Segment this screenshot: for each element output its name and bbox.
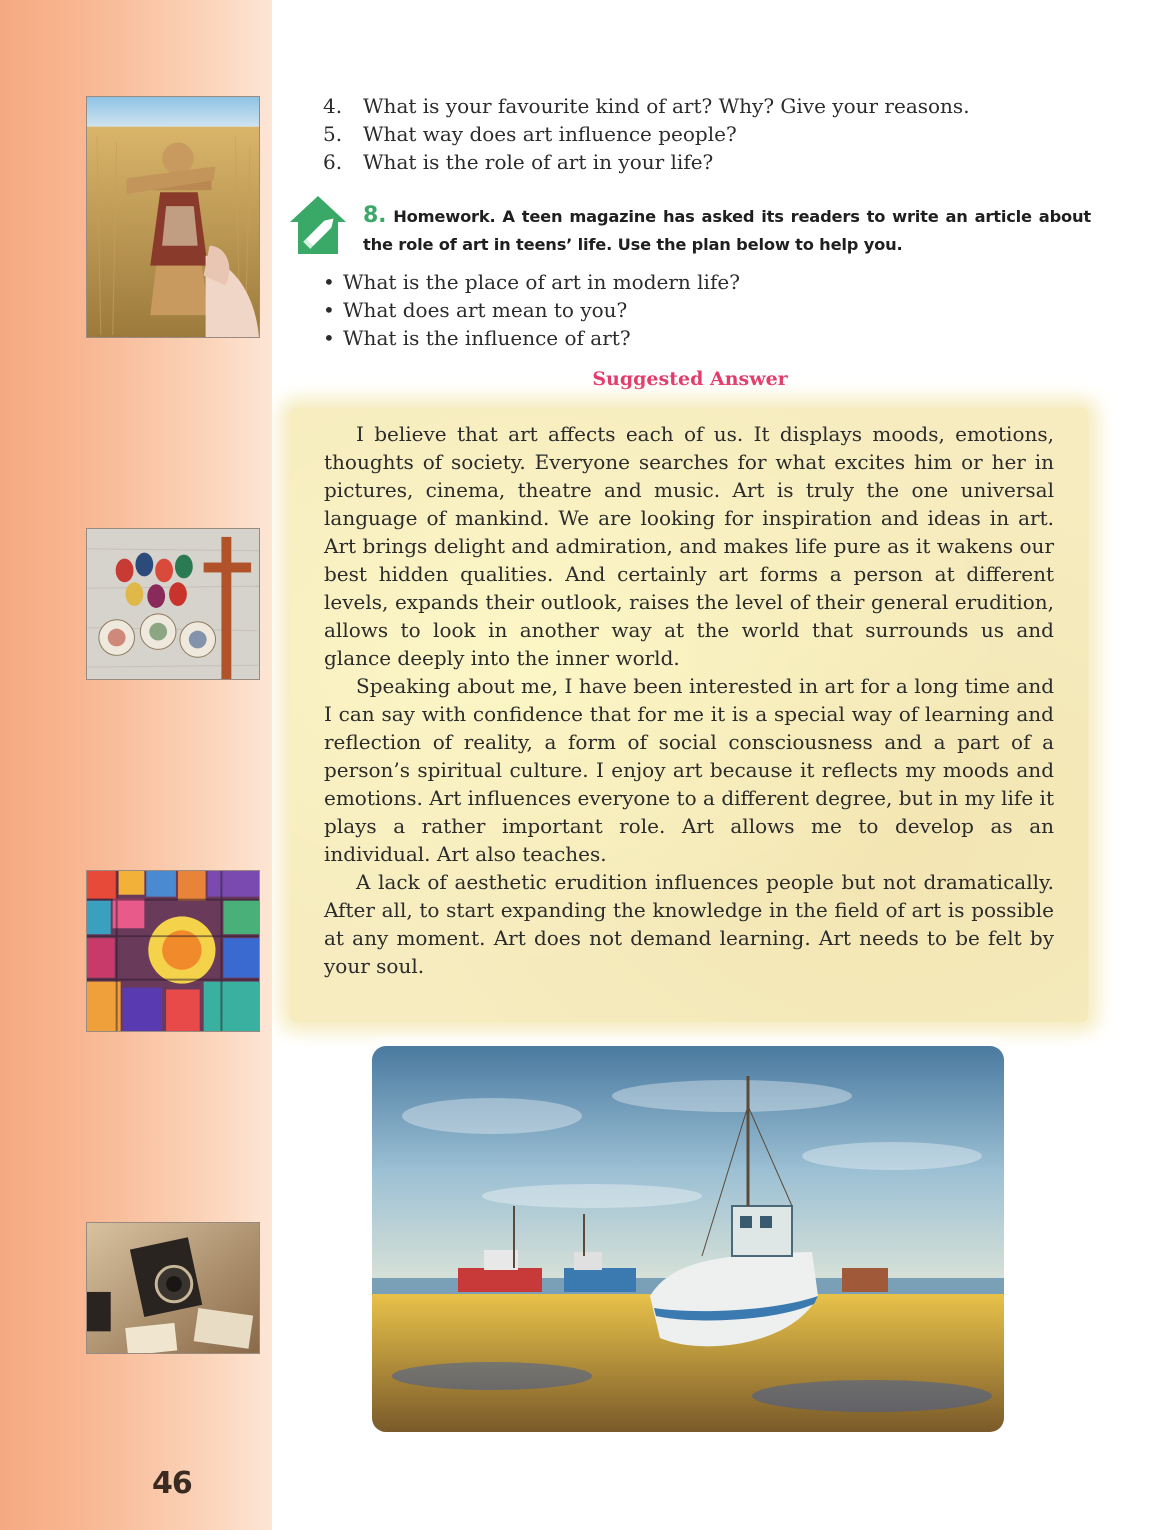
answer-paragraph: Speaking about me, I have been interested in art for a long time and I can say with confidence that for me it is a special way of learning and reflection of reality, a form of social consciousness and a part of a person’s spiritual culture. I enjoy art because it reflects my moods and emotions. Art influences everyone to a different degree, but in my life it plays a rather important role. Art allows me to develop as an individual. Art also teaches.	[324, 674, 1054, 866]
exercise-number: 8.	[363, 203, 387, 228]
page-number: 46	[152, 1466, 192, 1501]
plan-list	[323, 268, 740, 352]
stained-glass-photo	[86, 870, 260, 1032]
list-item: 4. What is your favourite kind of art? Why? Give your reasons.	[323, 94, 970, 118]
homework-text: Homework. A teen magazine has asked its readers to write an article about the role of art in teens’ life. Use the plan below to help you.	[363, 207, 1091, 254]
easter-eggs-photo	[86, 528, 260, 680]
list-item: • What is the influence of art?	[323, 326, 631, 350]
question-list	[323, 92, 970, 176]
list-item: 6. What is the role of art in your life?	[323, 150, 714, 174]
homework-house-pencil-icon	[288, 194, 348, 256]
answer-paragraph: I believe that art affects each of us. It displays moods, emotions, thoughts of society. Everyone searches for what excites him or her in pictures, cinema, theatre and music. Art is truly the one universal language of mankind. We are looking for inspiration and ideas in art. Art brings delight and admiration, and makes life pure as it wakens our best hidden qualities. And certainly art forms a person at different levels, expands their outlook, raises the level of their general erudition, allows to look in another way at the world that surrounds us and glance deeply into the inner world.	[324, 422, 1054, 670]
list-item: • What does art mean to you?	[323, 298, 628, 322]
boats-painting-image	[372, 1046, 1004, 1432]
straw-doll-photo	[86, 96, 260, 338]
section-title: Suggested Answer	[592, 368, 788, 390]
homework-instruction	[363, 202, 1091, 259]
list-item: • What is the place of art in modern life?	[323, 270, 740, 294]
suggested-answer-text	[324, 420, 1054, 980]
answer-paragraph: A lack of aesthetic erudition influences people but not dramatically. After all, to start expanding the knowledge in the field of art is possible at any moment. Art does not demand learning. Art needs to be felt by your soul.	[324, 870, 1054, 978]
list-item: 5. What way does art influence people?	[323, 122, 737, 146]
sidebar	[0, 0, 272, 1530]
vintage-camera-photo	[86, 1222, 260, 1354]
